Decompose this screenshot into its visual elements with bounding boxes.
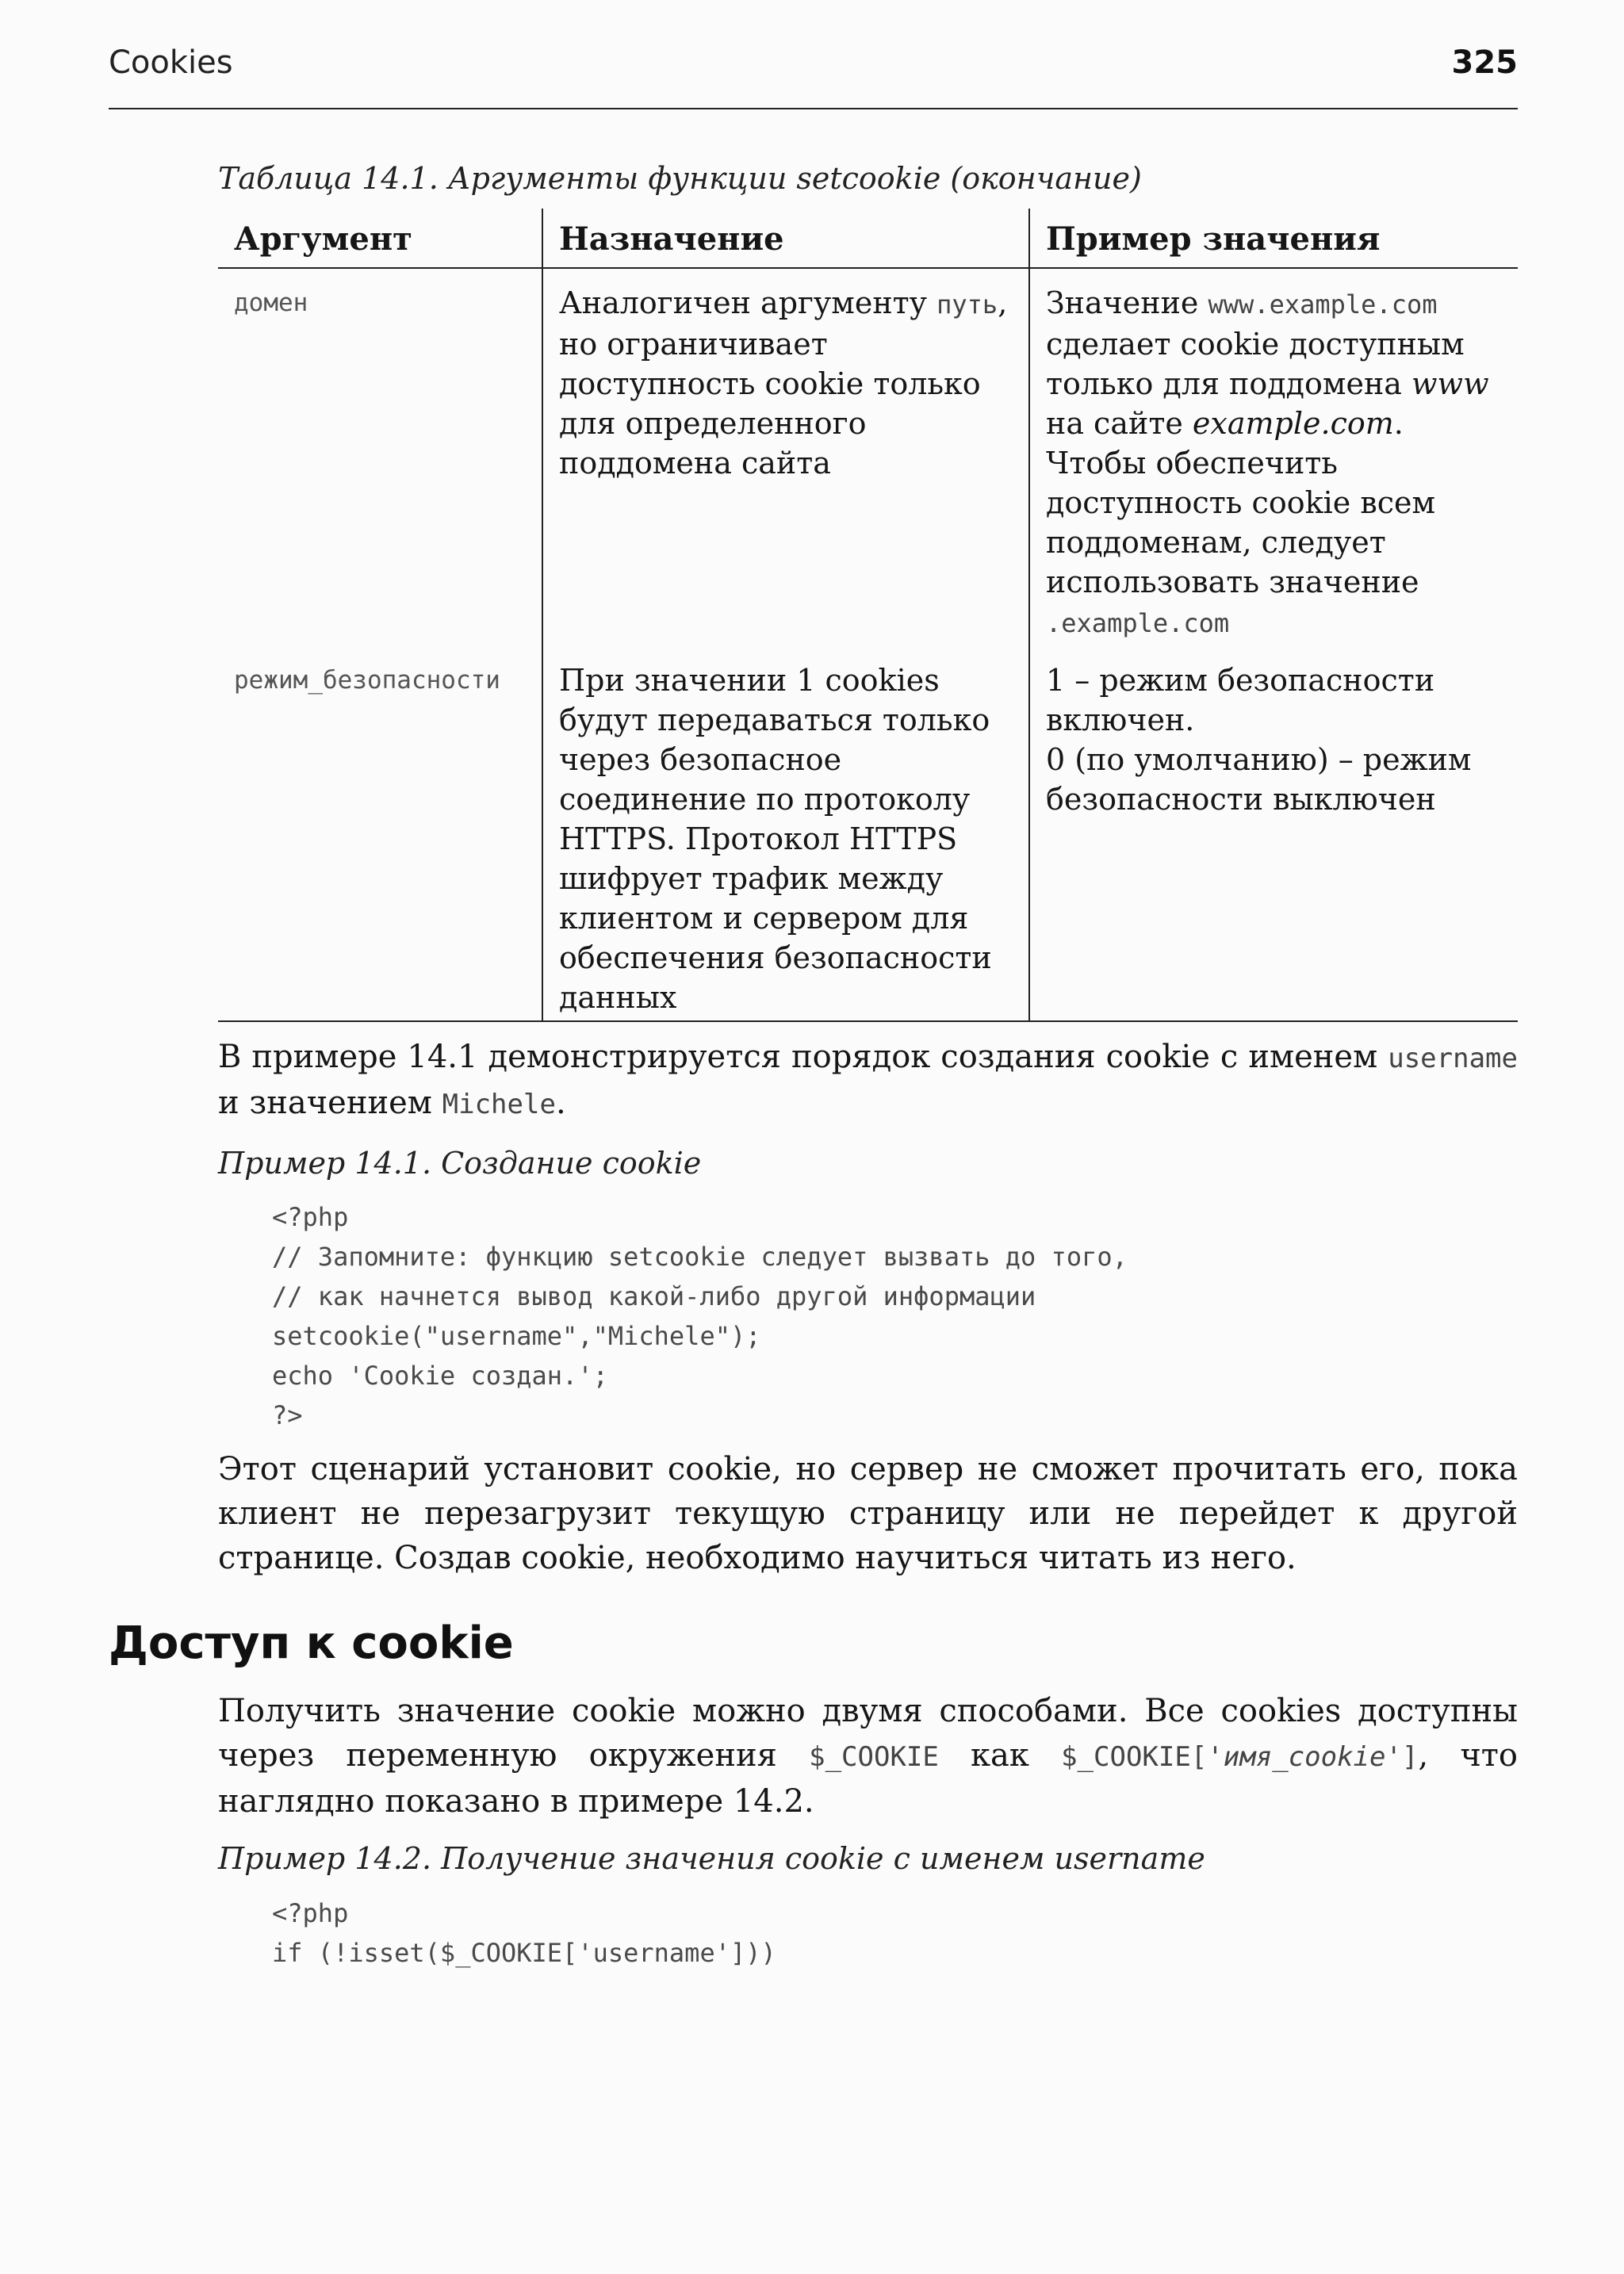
table-row xyxy=(218,643,1518,1021)
argument-name: режим_безопасности xyxy=(234,666,500,695)
inline-code-italic: имя_cookie xyxy=(1223,1741,1386,1773)
emphasis: example.com xyxy=(1192,406,1394,441)
example-text: на сайте xyxy=(1046,406,1193,441)
example-caption: Пример 14.2. Получение значения cookie с именем username xyxy=(218,1841,1205,1876)
inline-code: '] xyxy=(1385,1741,1419,1773)
example-text: . Чтобы обеспечить доступность cookie всем поддоменам, следует использовать значение xyxy=(1046,406,1436,599)
argument-cell xyxy=(218,268,542,643)
column-header-purpose: Назначение xyxy=(542,209,1029,268)
inline-code: www.example.com xyxy=(1208,289,1438,320)
table-caption: Таблица 14.1. Аргументы функции setcookie (окончание) xyxy=(218,161,1142,196)
running-header-title: Cookies xyxy=(109,44,233,81)
body-text: . xyxy=(555,1085,566,1121)
body-text: и значением xyxy=(218,1085,442,1121)
code-line: <?php xyxy=(272,1898,349,1928)
example-line: 1 – режим безопасности включен. xyxy=(1046,663,1435,737)
paragraph-intro-example xyxy=(218,1035,1518,1127)
purpose-text: Аналогичен аргументу xyxy=(559,285,937,320)
code-line: ?> xyxy=(272,1400,303,1430)
body-text: как xyxy=(938,1737,1062,1774)
code-listing xyxy=(272,1197,1128,1435)
code-line: // как начнется вывод какой-либо другой информации xyxy=(272,1281,1036,1311)
purpose-cell: При значении 1 cookies будут передаваться только через безопасное соединение по протоколу HTTPS. Протокол HTTPS шифрует трафик между клиентом и сервером для обеспечения безопасности данных xyxy=(542,643,1029,1021)
paragraph-cookie-access xyxy=(218,1689,1518,1824)
example-line: 0 (по умолчанию) – режим безопасности выключен xyxy=(1046,742,1472,817)
code-line: <?php xyxy=(272,1202,349,1232)
body-text: В примере 14.1 демонстрируется порядок создания cookie с именем xyxy=(218,1039,1388,1075)
code-line: // Запомните: функцию setcookie следует вызвать до того, xyxy=(272,1242,1128,1272)
inline-code: $_COOKIE xyxy=(809,1741,939,1773)
inline-code: .example.com xyxy=(1046,608,1230,638)
example-cell xyxy=(1029,268,1518,643)
page-number: 325 xyxy=(1451,44,1518,81)
header-rule xyxy=(109,108,1518,109)
code-listing xyxy=(272,1893,776,1973)
example-caption: Пример 14.1. Создание cookie xyxy=(218,1146,702,1181)
purpose-text: , но ограничивает доступность cookie только для определенного поддомена сайта xyxy=(559,285,1008,480)
code-line: if (!isset($_COOKIE['username'])) xyxy=(272,1938,776,1968)
inline-code: Michele xyxy=(442,1089,556,1120)
argument-name: домен xyxy=(234,289,308,317)
argument-cell xyxy=(218,643,542,1021)
column-header-example: Пример значения xyxy=(1029,209,1518,268)
table-row xyxy=(218,268,1518,643)
inline-code: username xyxy=(1388,1043,1518,1074)
inline-code: путь xyxy=(936,289,998,320)
body-text: Получить значение cookie можно двумя способами. Все cookies доступны через переменную окружения xyxy=(218,1693,1518,1774)
code-line: echo 'Cookie создан.'; xyxy=(272,1361,608,1391)
example-text: Значение xyxy=(1046,285,1208,320)
example-cell xyxy=(1029,643,1518,1021)
section-heading: Доступ к cookie xyxy=(109,1617,514,1669)
arguments-table xyxy=(218,209,1518,1022)
column-header-argument: Аргумент xyxy=(218,209,542,268)
table-header-row xyxy=(218,209,1518,268)
paragraph-script-explanation: Этот сценарий установит cookie, но сервер не сможет прочитать его, пока клиент не перезагрузит текущую страницу или не перейдет к другой странице. Создав cookie, необходимо научиться читать из него. xyxy=(218,1451,1518,1576)
purpose-cell xyxy=(542,268,1029,643)
code-line: setcookie("username","Michele"); xyxy=(272,1321,761,1351)
inline-code: $_COOKIE[' xyxy=(1061,1741,1224,1773)
emphasis: www xyxy=(1411,366,1489,401)
example-text: сделает cookie доступным только для поддомена xyxy=(1046,327,1465,401)
body-text: , что наглядно показано в примере 14.2. xyxy=(218,1737,1518,1820)
